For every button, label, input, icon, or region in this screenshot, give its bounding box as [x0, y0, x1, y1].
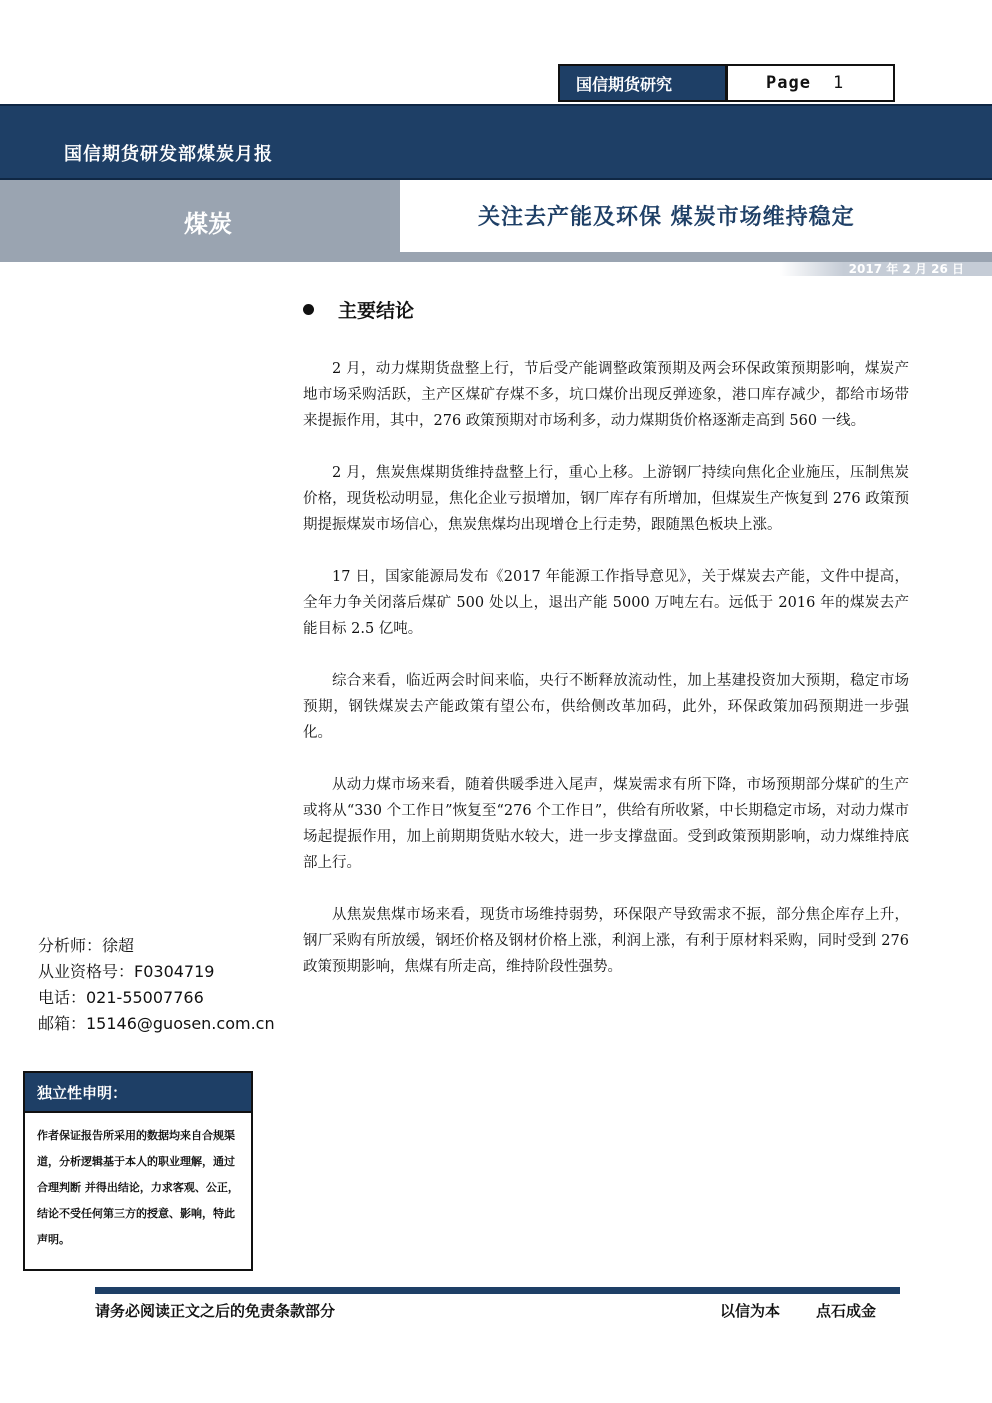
report-date: 2017 年 2 月 26 日	[780, 262, 992, 276]
paragraph: 从焦炭焦煤市场来看，现货市场维持弱势，环保限产导致需求不振，部分焦企库存上升，钢厂采购有所放缓，钢坯价格及钢材价格上涨，利润上涨，有利于原材料采购，同时受到 276 政策预期影响，焦煤有所走高，维持阶段性强势。	[303, 907, 909, 975]
declaration-title: 独立性申明：	[25, 1073, 251, 1113]
report-series-title: 国信期货研发部煤炭月报	[64, 144, 273, 165]
analyst-name: 分析师：徐超	[38, 936, 135, 955]
brand-label: 国信期货研究	[560, 66, 728, 100]
independence-declaration	[23, 1071, 253, 1271]
declaration-text: 作者保证报告所采用的数据均来自合规渠道，分析逻辑基于本人的职业理解，通过合理判断 并得出结论，力求客观、公正，结论不受任何第三方的授意、影响，特此声明。	[37, 1129, 239, 1246]
paragraph: 综合来看，临近两会时间来临，央行不断释放流动性，加上基建投资加大预期，稳定市场预期，钢铁煤炭去产能政策有望公布，供给侧改革加码，此外，环保政策加码预期进一步强化。	[303, 673, 909, 741]
section-heading	[303, 296, 414, 323]
report-headline: 关注去产能及环保 煤炭市场维持稳定	[478, 205, 855, 230]
report-banner	[0, 104, 992, 180]
analyst-info	[38, 933, 275, 1037]
footer-motto	[720, 1300, 876, 1321]
paragraph: 2 月，焦炭焦煤期货维持盘整上行，重心上移。上游钢厂持续向焦化企业施压，压制焦炭价格，现货松动明显，焦化企业亏损增加，钢厂库存有所增加，但煤炭生产恢复到 276 政策预期提振煤炭市场信心，焦炭焦煤均出现增仓上行走势，跟随黑色板块上涨。	[303, 465, 909, 533]
category-block	[0, 180, 400, 252]
analyst-phone: 电话：021-55007766	[38, 988, 204, 1007]
page-indicator	[728, 66, 893, 100]
paragraph: 17 日，国家能源局发布《2017 年能源工作指导意见》，关于煤炭去产能，文件中提高，全年力争关闭落后煤矿 500 处以上，退出产能 5000 万吨左右。远低于 2016 年的煤炭去产能目标 2.5 亿吨。	[303, 569, 909, 637]
band-divider	[0, 252, 992, 262]
paragraph: 2 月，动力煤期货盘整上行，节后受产能调整政策预期及两会环保政策预期影响，煤炭产地市场采购活跃，主产区煤矿存煤不多，坑口煤价出现反弹迹象，港口库存减少，都给市场带来提振作用，其中，276 政策预期对市场利多，动力煤期货价格逐渐走高到 560 一线。	[303, 361, 909, 429]
header-box	[558, 64, 895, 102]
paragraph: 从动力煤市场来看，随着供暖季进入尾声，煤炭需求有所下降，市场预期部分煤矿的生产或将从“330 个工作日”恢复至“276 个工作日”，供给有所收紧，中长期稳定市场，对动力煤市场起提振作用，加上前期期货贴水较大，进一步支撑盘面。受到政策预期影响，动力煤维持底部上行。	[303, 777, 909, 871]
footer-divider	[95, 1287, 900, 1294]
main-content	[303, 356, 909, 1006]
motto-2: 点石成金	[816, 1302, 877, 1320]
disclaimer-notice: 请务必阅读正文之后的免责条款部分	[95, 1302, 336, 1320]
section-title: 主要结论	[338, 300, 415, 322]
page-label: Page	[766, 73, 811, 93]
analyst-email: 邮箱：15146@guosen.com.cn	[38, 1014, 275, 1033]
bullet-icon	[303, 304, 314, 315]
category-label: 煤炭	[184, 210, 232, 238]
headline-band	[0, 180, 992, 262]
page-number: 1	[832, 73, 845, 93]
motto-1: 以信为本	[720, 1302, 781, 1320]
analyst-license: 从业资格号：F0304719	[38, 962, 215, 981]
